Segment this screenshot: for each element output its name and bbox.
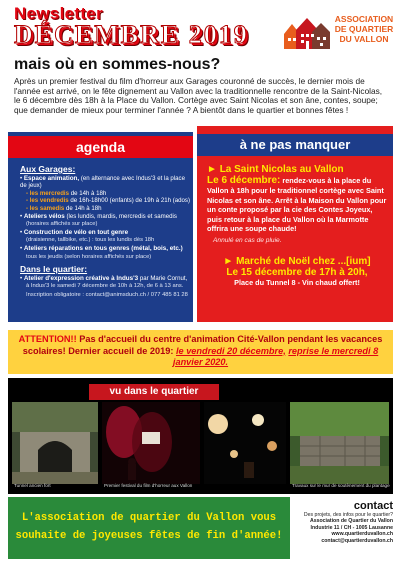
agenda-item — [20, 175, 190, 190]
contact-line: Industrie 11 / CH - 1005 Lausanne — [310, 524, 393, 531]
intro-paragraph: Après un premier festival du film d'horreur aux Garages couronné de succès, le dernier mois de l'année est arrivé, on le fête dignement au Vallon avec la traditionnelle rencontre de la Saint-Nicolas, le 6 décembre dès 18h à la Place du Vallon. Cortège avec Saint Nicolas et son âne, contes, soupe; que demander de mieux pour terminer l'année ? A bientôt dans le quartier et bonnes fêtes ! — [14, 76, 383, 115]
bullet-icon: • — [20, 274, 23, 282]
agenda-item-detail: (en alternance avec Indus'3 et la place de jeux) — [20, 174, 185, 190]
agenda-item — [20, 229, 190, 237]
agenda-item-detail: de 16h-18h00 (enfants) de 19h à 21h (ados) — [68, 197, 190, 205]
agenda-item — [20, 205, 190, 213]
logo-line: DE QUARTIER — [334, 24, 394, 34]
attention-text — [14, 334, 387, 369]
contact-line: Association de Quartier du Vallon — [309, 518, 393, 525]
photo-caption: Tunnel ancien fort — [14, 483, 51, 488]
agenda-item-label: Ateliers réparations en tous genres (métal, bois, etc.) — [23, 244, 183, 252]
contact-line: Des projets, des infos pour le quartier? — [303, 512, 393, 518]
photo-retaining-wall — [290, 402, 389, 484]
greeting-box — [8, 497, 290, 559]
bullet-icon: • — [20, 174, 23, 182]
houses-logo-icon — [282, 16, 332, 50]
agenda-item — [20, 190, 190, 198]
newsletter-title: Newsletter — [14, 4, 103, 23]
header — [0, 0, 400, 76]
greeting-line: souhaite de joyeuses fêtes de fin d'année! — [15, 530, 283, 542]
attention-date-last: le vendredi 20 décembre, — [175, 345, 286, 356]
headline-question: mais où en sommes-nous? — [14, 56, 221, 73]
agenda-body — [20, 166, 190, 300]
greeting-line: L'association de quartier du Vallon vous — [21, 512, 277, 524]
agenda-item — [20, 282, 190, 291]
agenda-item-detail: de 14h à 18h — [64, 204, 102, 212]
newsletter-month: DÉCEMBRE 2019 — [14, 20, 249, 49]
garages-title: Aux Garages: — [20, 164, 76, 174]
event-title-line: Marché de Noël chez ...[ium] — [236, 255, 371, 267]
photos-panel — [8, 378, 393, 494]
bullet-icon: • — [20, 244, 23, 252]
agenda-item — [20, 275, 190, 283]
agenda-item-detail: par Marie Cornut, — [138, 274, 188, 282]
bullet-icon: • — [20, 228, 23, 236]
event-saint-nicolas-text — [207, 175, 387, 234]
event-marche-noel — [207, 256, 387, 288]
greeting-text — [14, 509, 284, 545]
agenda-item — [20, 291, 190, 300]
photo-caption: Premier festival du film d'horreur aux Vallon — [104, 483, 193, 488]
agenda-item-label: Construction de vélo en tout genre — [23, 228, 129, 236]
email-link[interactable]: contact@quartierduvallon.ch — [321, 537, 393, 544]
highlights-heading: à ne pas manquer — [197, 134, 393, 156]
agenda-item — [20, 197, 190, 205]
photo-tunnel — [12, 402, 98, 484]
agenda-item — [20, 245, 190, 253]
agenda-item-label: Ateliers vélos — [23, 212, 65, 220]
event-marche-date: Le 15 décembre de 17h à 20h, — [226, 266, 368, 278]
event-marche-text: Place du Tunnel 8 - Vin chaud offert! — [234, 277, 360, 287]
logo-line: DU VALLON — [339, 34, 389, 44]
photo-caption: Travaux sur le mur de soutènement du plantage — [292, 483, 390, 488]
agenda-item — [20, 220, 190, 229]
association-logo — [282, 12, 394, 52]
photo-festival — [102, 402, 200, 484]
agenda-item — [20, 253, 190, 262]
contact-block — [293, 500, 393, 544]
attention-date-resume: reprise le mercredi 8 janvier 2020. — [172, 345, 379, 367]
event-date: Le 6 décembre: — [207, 175, 281, 186]
highlights-body — [207, 164, 387, 288]
agenda-item — [20, 236, 190, 245]
quartier-title: Dans le quartier: — [20, 264, 88, 275]
agenda-item-detail: (les lundis, mardis, mercredis et samedis — [64, 212, 177, 220]
agenda-item-label: - les mercredis — [26, 189, 70, 197]
attention-lead: ATTENTION!! — [18, 334, 77, 344]
arrow-right-icon: ► — [223, 255, 234, 267]
photo-night-lights — [204, 402, 286, 484]
agenda-item-label: Atelier d'expression créative à Indus'3 — [23, 274, 139, 282]
agenda-item-detail: à Indus'3 le samedi 7 décembre de 10h à 12h, de 6 à 13 ans. — [26, 283, 184, 290]
logo-text — [332, 14, 396, 44]
agenda-item-label: - les vendredis — [26, 197, 69, 205]
agenda-heading: agenda — [8, 136, 193, 158]
photos-heading: vu dans le quartier — [89, 384, 219, 400]
agenda-item-detail: Inscription obligatoire : contact@animsduch.ch / 077 485 81 28 — [26, 291, 188, 298]
arrow-right-icon: ► — [207, 164, 217, 175]
agenda-item-detail: (draisienne, tallbike, etc.) : tous les lundis dès 18h — [26, 237, 155, 244]
agenda-item — [20, 213, 190, 221]
agenda-panel — [8, 132, 193, 322]
agenda-list — [20, 175, 190, 262]
attention-banner — [8, 330, 393, 374]
quartier-list — [20, 275, 190, 300]
agenda-item-label: Espace animation, — [23, 174, 80, 182]
bullet-icon: • — [20, 212, 23, 220]
agenda-item-detail: de 14h à 18h — [69, 189, 107, 197]
contact-title: contact — [353, 500, 393, 512]
event-description: rendez-vous à la place du Vallon à 18h pour le traditionnel cortège avec Saint Nicolas et son âne. Arrêt à la Maison du Vallon pour un conte proposé par la cie des Contes Joyeux, puis retour à la place du Vallon où la Marmotte offrira une soupe chaude! — [207, 176, 387, 234]
agenda-item-label: - les samedis — [26, 204, 65, 212]
event-saint-nicolas-title — [207, 164, 387, 175]
website-link[interactable]: www.quartierduvallon.ch — [331, 531, 393, 538]
logo-line: ASSOCIATION — [334, 14, 394, 24]
event-title-line: La Saint Nicolas au Vallon — [219, 164, 344, 175]
highlights-panel — [197, 126, 393, 322]
agenda-item-detail: (horaires affichés sur place) — [26, 221, 98, 228]
event-marche-title — [207, 256, 387, 267]
attention-message: Pas d'accueil du centre d'animation Cité-Vallon pendant les vacances scolaires! Dernier accueil de 2019: — [22, 334, 383, 356]
agenda-item-detail: tous les jeudis (selon horaires affichés sur place) — [26, 253, 152, 260]
event-note: Annulé en cas de pluie. — [213, 236, 282, 244]
